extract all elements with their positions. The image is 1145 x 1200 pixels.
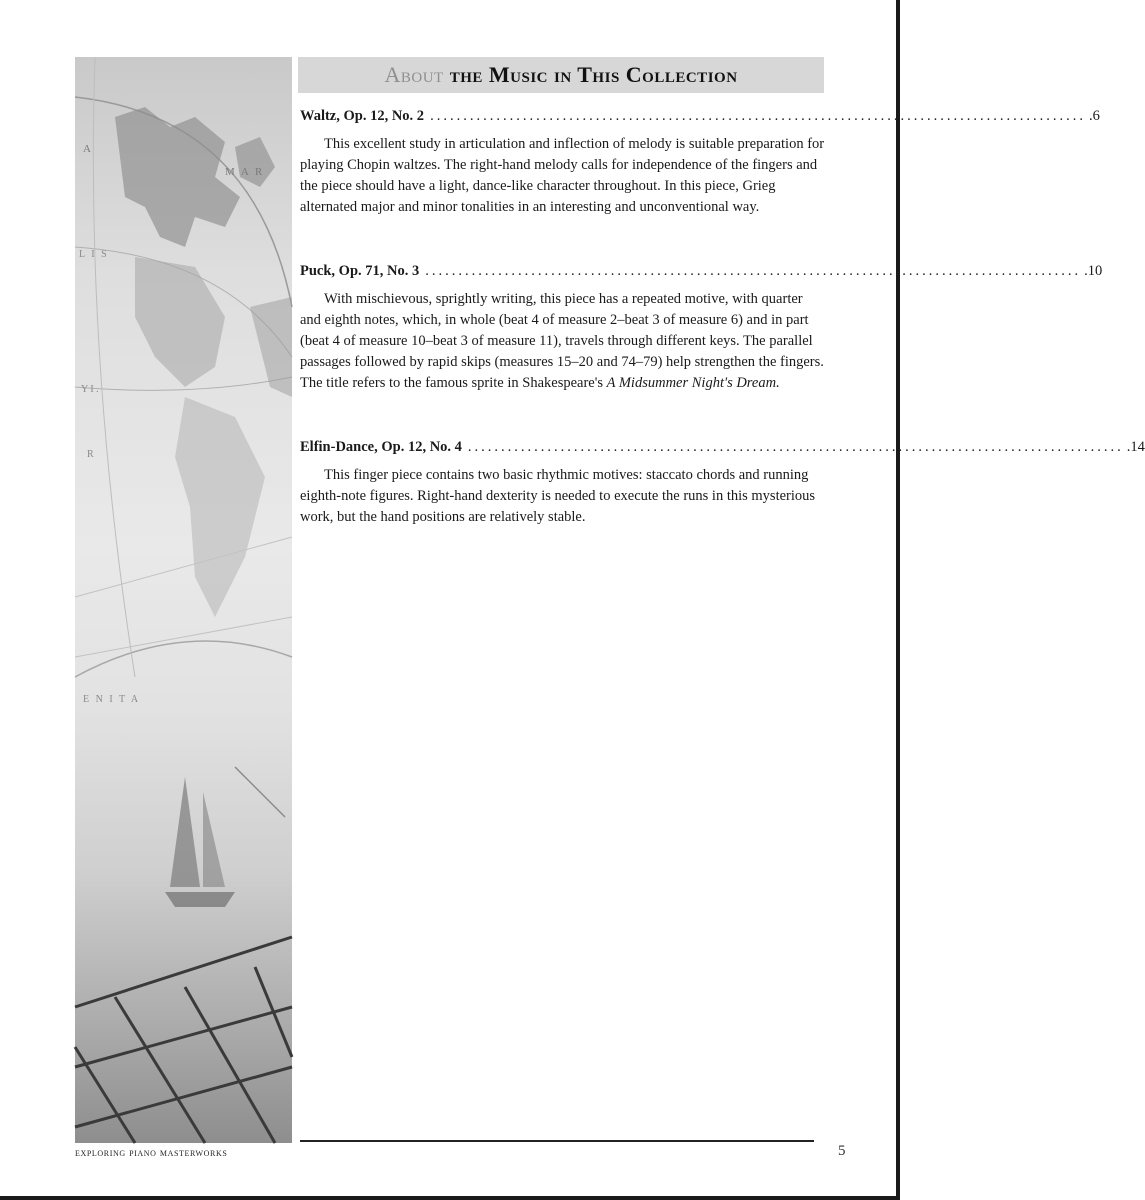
dot-leader: ................................................................................................... bbox=[430, 108, 1086, 124]
dot-leader: ................................................................................................... bbox=[467, 439, 1124, 455]
toc-line bbox=[300, 261, 1103, 281]
entry-description: This finger piece contains two basic rhythmic motives: staccato chords and running eighth-note figures. Right-hand dexterity is needed to execute the runs in this mysterious work, but the hand positions are relatively stable. bbox=[300, 467, 816, 525]
entry-title: Elfin-Dance, Op. 12, No. 4 bbox=[300, 439, 462, 455]
header-title-dark: the Music in This Collection bbox=[449, 62, 738, 87]
map-label-lis: L I S bbox=[79, 249, 109, 260]
description-italic-title: A Midsummer Night's Dream. bbox=[606, 375, 780, 391]
map-label-mar: M A R bbox=[225, 166, 265, 178]
toc-entry-elfin-dance bbox=[300, 437, 1145, 528]
entry-title: Puck, Op. 71, No. 3 bbox=[300, 263, 420, 279]
entry-page-number: .14 bbox=[1126, 439, 1145, 455]
footer-rule bbox=[300, 1140, 814, 1142]
map-label-a: A bbox=[83, 143, 91, 155]
entry-page-number: .10 bbox=[1084, 263, 1103, 279]
toc-entry-puck bbox=[300, 261, 1103, 394]
map-label-r: R bbox=[87, 449, 94, 460]
dot-leader: ................................................................................................... bbox=[425, 263, 1082, 279]
description-text: With mischievous, sprightly writing, this piece has a repeated motive, with quarter and eighth notes, which, in whole (beat 4 of measure 2–beat 3 of measure 6) and in part (beat 4 of measure 10–beat 3 of measure 11), travels through different keys. The parallel passages followed by rapid skips (measures 15–20 and 74–79) help strengthen the fingers. The title refers to the famous sprite in Shakespeare's bbox=[300, 291, 824, 391]
entry-page-number: .6 bbox=[1088, 108, 1100, 124]
entry-description: This excellent study in articulation and inflection of melody is suitable preparation for playing Chopin waltzes. The right-hand melody calls for independence of the fingers and the piece should have a light, dance-like character throughout. In this piece, Grieg alternated major and minor tonalities in an interesting and unconventional way. bbox=[300, 136, 825, 215]
map-label-yi: Y I . bbox=[81, 384, 99, 395]
entry-description bbox=[300, 289, 825, 394]
map-label-enita: E N I T A bbox=[83, 694, 141, 705]
section-header bbox=[298, 57, 824, 93]
entry-title: Waltz, Op. 12, No. 2 bbox=[300, 108, 425, 124]
header-title-light: About bbox=[384, 62, 444, 87]
map-illustration bbox=[75, 57, 292, 1143]
toc-entry-waltz bbox=[300, 106, 1100, 218]
toc-line bbox=[300, 437, 1145, 457]
toc-line bbox=[300, 106, 1100, 126]
map-drawing bbox=[75, 57, 292, 1143]
footer-book-title: exploring piano masterworks bbox=[75, 1147, 228, 1159]
page-number: 5 bbox=[838, 1143, 846, 1159]
